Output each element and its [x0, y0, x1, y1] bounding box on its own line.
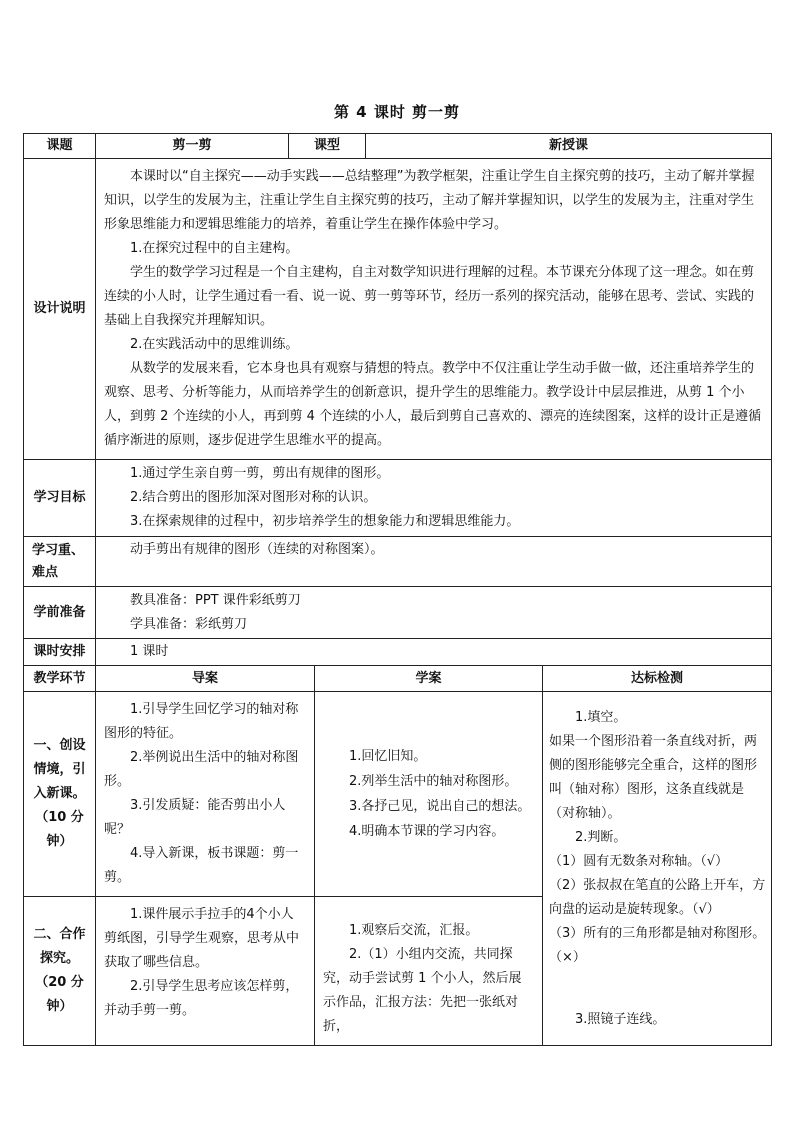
- guide-header: 导案: [96, 666, 315, 692]
- preparation-row: [24, 587, 772, 639]
- check-q3-title: 3.照镜子连线。: [575, 1011, 666, 1027]
- stage2-study-item: 1.观察后交流，汇报。: [349, 923, 479, 938]
- stage2-study-item: 2.（1）小组内交流，共同探究，动手尝试剪 1 个小人，然后展示作品，汇报方法：先把一张纸对折，: [323, 947, 522, 1034]
- page-title: 第 4 课时 剪一剪: [333, 103, 461, 121]
- schedule-label: 课时安排: [24, 639, 96, 666]
- check-q1-title: 1.填空。: [575, 709, 627, 725]
- check-header: 达标检测: [543, 666, 772, 692]
- schedule-row: [24, 639, 772, 666]
- stage2-study: [315, 897, 543, 1046]
- lesson-plan-table: [23, 133, 772, 1046]
- stage1-label: 一、创设情境，引入新课。（10 分钟）: [24, 692, 96, 897]
- objectives-row: [24, 460, 772, 537]
- schedule-content: [96, 639, 772, 666]
- header-row: [24, 134, 772, 159]
- stage1-study-item: 3.各抒己见，说出自己的想法。: [349, 799, 531, 814]
- check-q2-item: （3）所有的三角形都是轴对称图形。（×）: [549, 925, 766, 965]
- design-row: [24, 159, 772, 460]
- type-label: 课型: [289, 134, 366, 159]
- stage2-label: 二、合作探究。（20 分钟）: [24, 897, 96, 1046]
- teacher-prep: 教具准备：PPT 课件彩纸剪刀: [130, 592, 301, 608]
- stage1-study-item: 4.明确本节课的学习内容。: [349, 824, 505, 839]
- design-paragraph: 学生的数学学习过程是一个自主建构，自主对数学知识进行理解的过程。本节课充分体现了这一理念。如在剪连续的小人时，让学生通过看一看、说一说、剪一剪等环节，经历一系列的探究活动，能够在思考、尝试、实践的基础上自我探究并理解知识。: [104, 265, 755, 328]
- stage2-guide: [96, 897, 315, 1046]
- design-paragraph: 本课时以“自主探究——动手实践——总结整理”为教学框架，注重让学生自主探究剪的技巧，主动了解并掌握知识，以学生的发展为主，注重让学生自主探究剪的技巧，主动了解并掌握知识，以学生的发展为主，注重对学生形象思维能力和逻辑思维能力的培养，着重让学生在操作体验中学习。: [104, 169, 755, 232]
- key-points-label: 学习重、难点: [24, 537, 96, 587]
- key-points-text: 动手剪出有规律的图形（连续的对称图案）。: [130, 542, 384, 557]
- stage1-study-item: 1.回忆旧知。: [349, 749, 427, 764]
- objective-item: 3.在探索规律的过程中，初步培养学生的想象能力和逻辑思维能力。: [130, 514, 520, 529]
- stage1-guide-item: 3.引发质疑：能否剪出小人呢？: [104, 798, 286, 837]
- objectives-label: 学习目标: [24, 460, 96, 537]
- schedule-value: 1 课时: [130, 644, 169, 659]
- stage2-guide-item: 2.引导学生思考应该怎样剪，并动手剪一剪。: [104, 979, 299, 1018]
- stage1-guide: [96, 692, 315, 897]
- stage1-guide-item: 2.举例说出生活中的轴对称图形。: [104, 750, 299, 789]
- stage2-guide-item: 1.课件展示手拉手的4个小人剪纸图，引导学生观察，思考从中获取了哪些信息。: [104, 907, 300, 970]
- check-q2-item: （2）张叔叔在笔直的公路上开车，方向盘的运动是旋转现象。（√）: [549, 877, 766, 917]
- study-header: 学案: [315, 666, 543, 692]
- student-prep: 学具准备：彩纸剪刀: [130, 616, 248, 632]
- key-points-content: [96, 537, 772, 587]
- stage-header: 教学环节: [24, 666, 96, 692]
- design-paragraph: 1.在探究过程中的自主建构。: [130, 241, 299, 256]
- process-header-row: [24, 666, 772, 692]
- preparation-content: [96, 587, 772, 639]
- check-q1-text: 如果一个图形沿着一条直线对折，两侧的图形能够完全重合，这样的图形叫（轴对称）图形，这条直线就是（对称轴）。: [549, 733, 758, 821]
- stage1-study: [315, 692, 543, 897]
- topic-value: 剪一剪: [96, 134, 289, 159]
- design-paragraph: 2.在实践活动中的思维训练。: [130, 337, 299, 352]
- key-points-row: [24, 537, 772, 587]
- design-content: [96, 159, 772, 460]
- stage1-row: [24, 692, 772, 897]
- design-paragraph: 从数学的发展来看，它本身也具有观察与猜想的特点。教学中不仅注重让学生动手做一做，还注重培养学生的观察、思考、分析等能力，从而培养学生的创新意识，提升学生的思维能力。教学设计中层层推进，从剪 1 个小人，到剪 2 个连续的小人，再到剪 4 个连续的小人，最后到剪自己喜欢的、漂亮的连续图案，这样的设计正是遵循循序渐进的原则，逐步促进学生思维水平的提高。: [104, 361, 762, 448]
- topic-label: 课题: [24, 134, 96, 159]
- design-label: 设计说明: [24, 159, 96, 460]
- check-q2-title: 2.判断。: [575, 829, 627, 845]
- check-q2-item: （1）圆有无数条对称轴。（√）: [549, 853, 729, 869]
- stage1-study-item: 2.列举生活中的轴对称图形。: [349, 774, 518, 789]
- objective-item: 1.通过学生亲自剪一剪，剪出有规律的图形。: [130, 466, 390, 481]
- preparation-label: 学前准备: [24, 587, 96, 639]
- stage1-guide-item: 1.引导学生回忆学习的轴对称图形的特征。: [104, 702, 299, 741]
- objectives-content: [96, 460, 772, 537]
- objective-item: 2.结合剪出的图形加深对图形对称的认识。: [130, 490, 377, 505]
- stage1-guide-item: 4.导入新课，板书课题：剪一剪。: [104, 846, 299, 885]
- type-value: 新授课: [366, 134, 772, 159]
- check-content: [543, 692, 772, 1046]
